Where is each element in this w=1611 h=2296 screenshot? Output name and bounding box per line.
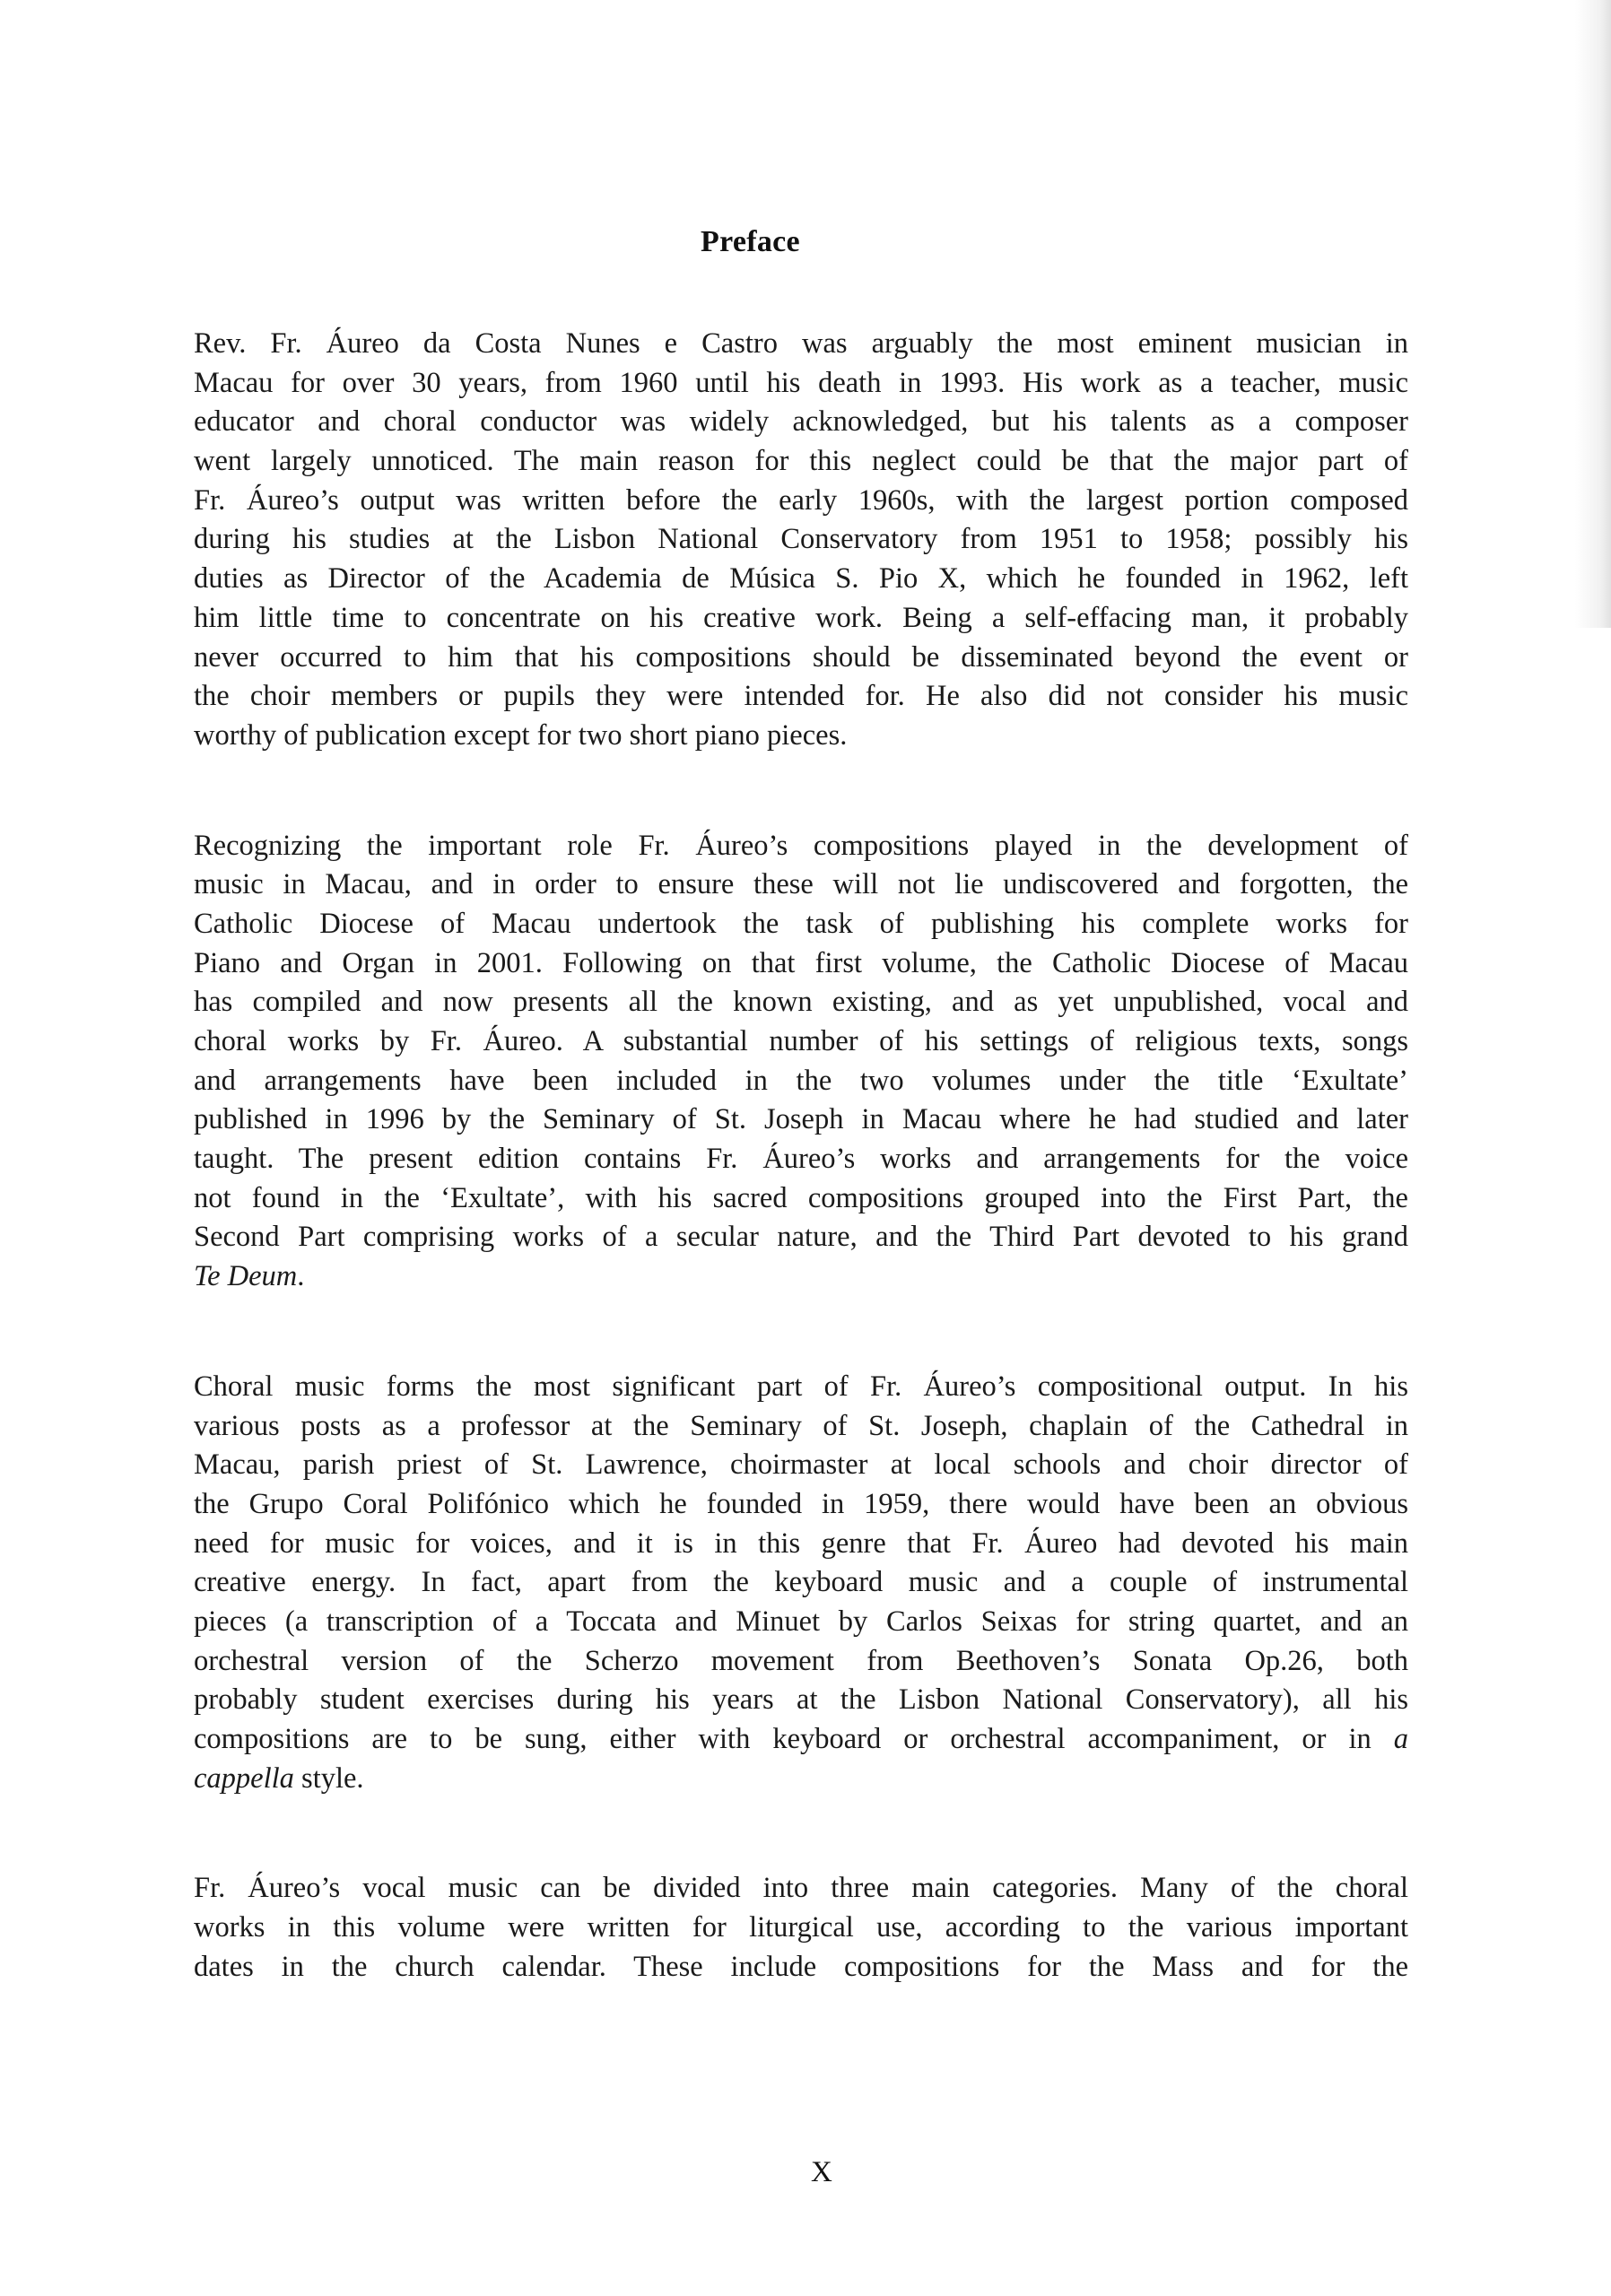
page-number: X	[811, 2156, 832, 2188]
paragraph-2	[194, 827, 1408, 1297]
text-line: duties as Director of the Academia de Música S. Pio X, which he founded in 1962, left	[194, 562, 1408, 596]
text-line: him little time to concentrate on his creative work. Being a self-effacing man, it probably	[194, 601, 1408, 634]
document-body	[194, 325, 1408, 1987]
italic-word: a	[1393, 1723, 1408, 1755]
text-fragment: compositions are to be sung, either with keyboard or orchestral accompaniment, or in	[194, 1723, 1372, 1755]
paragraph-spacer	[194, 756, 1408, 827]
paragraph-3	[194, 1368, 1408, 1799]
text-line: published in 1996 by the Seminary of St. Joseph in Macau where he had studied and later	[194, 1103, 1408, 1136]
paragraph-spacer	[194, 1798, 1408, 1869]
text-line: Recognizing the important role Fr. Áureo’s compositions played in the development of	[194, 829, 1408, 862]
text-line: various posts as a professor at the Seminary of St. Joseph, chaplain of the Cathedral in	[194, 1409, 1408, 1442]
text-line	[194, 1257, 1408, 1297]
text-line: never occurred to him that his compositions should be disseminated beyond the event or	[194, 640, 1408, 674]
text-line: Macau, parish priest of St. Lawrence, choirmaster at local schools and choir director of	[194, 1448, 1408, 1482]
text-line: has compiled and now presents all the known existing, and as yet unpublished, vocal and	[194, 986, 1408, 1019]
paragraph-4	[194, 1869, 1408, 1987]
text-line: not found in the ‘Exultate’, with his sacred compositions grouped into the First Part, the	[194, 1181, 1408, 1214]
text-line: the Grupo Coral Polifónico which he founded in 1959, there would have been an obvious	[194, 1487, 1408, 1520]
text-line: taught. The present edition contains Fr. Áureo’s works and arrangements for the voice	[194, 1143, 1408, 1176]
text-line: probably student exercises during his years at the Lisbon National Conservatory), all his	[194, 1683, 1408, 1717]
text-line: creative energy. In fact, apart from the keyboard music and a couple of instrumental	[194, 1566, 1408, 1599]
text-line: music in Macau, and in order to ensure these will not lie undiscovered and forgotten, the	[194, 868, 1408, 901]
text-line: pieces (a transcription of a Toccata and Minuet by Carlos Seixas for string quartet, and an	[194, 1605, 1408, 1638]
text-fragment: .	[297, 1260, 305, 1293]
text-line: and arrangements have been included in the two volumes under the title ‘Exultate’	[194, 1064, 1408, 1097]
text-line: dates in the church calendar. These include compositions for the Mass and for the	[194, 1950, 1408, 1983]
text-line	[194, 1760, 1408, 1799]
italic-word: cappella	[194, 1761, 294, 1795]
text-line: Macau for over 30 years, from 1960 until his death in 1993. His work as a teacher, music	[194, 366, 1408, 399]
italic-title: Te Deum	[194, 1260, 298, 1293]
text-line: Rev. Fr. Áureo da Costa Nunes e Castro was arguably the most eminent musician in	[194, 327, 1408, 360]
paragraph-spacer	[194, 1297, 1408, 1368]
text-fragment: style.	[293, 1761, 364, 1795]
page-title: Preface	[701, 225, 800, 258]
text-line: during his studies at the Lisbon National Conservatory from 1951 to 1958; possibly his	[194, 523, 1408, 556]
text-line	[194, 1720, 1408, 1760]
text-line: Catholic Diocese of Macau undertook the task of publishing his complete works for	[194, 907, 1408, 940]
text-line: went largely unnoticed. The main reason for this neglect could be that the major part of	[194, 445, 1408, 478]
text-line: worthy of publication except for two short piano pieces.	[194, 718, 848, 752]
text-line: Fr. Áureo’s output was written before the early 1960s, with the largest portion composed	[194, 483, 1408, 517]
paragraph-1	[194, 325, 1408, 756]
text-line: Fr. Áureo’s vocal music can be divided into three main categories. Many of the choral	[194, 1872, 1408, 1905]
text-line: educator and choral conductor was widely acknowledged, but his talents as a composer	[194, 405, 1408, 439]
text-line: the choir members or pupils they were intended for. He also did not consider his music	[194, 680, 1408, 713]
text-line: orchestral version of the Scherzo movement from Beethoven’s Sonata Op.26, both	[194, 1644, 1408, 1677]
scan-edge-shadow	[1575, 0, 1611, 628]
text-line: Choral music forms the most significant part of Fr. Áureo’s compositional output. In his	[194, 1370, 1408, 1403]
text-line: need for music for voices, and it is in this genre that Fr. Áureo had devoted his main	[194, 1526, 1408, 1560]
text-line: Second Part comprising works of a secular nature, and the Third Part devoted to his grand	[194, 1221, 1408, 1254]
text-line: Piano and Organ in 2001. Following on that first volume, the Catholic Diocese of Macau	[194, 946, 1408, 979]
text-line: choral works by Fr. Áureo. A substantial number of his settings of religious texts, songs	[194, 1025, 1408, 1057]
text-line: works in this volume were written for liturgical use, according to the various important	[194, 1911, 1408, 1944]
